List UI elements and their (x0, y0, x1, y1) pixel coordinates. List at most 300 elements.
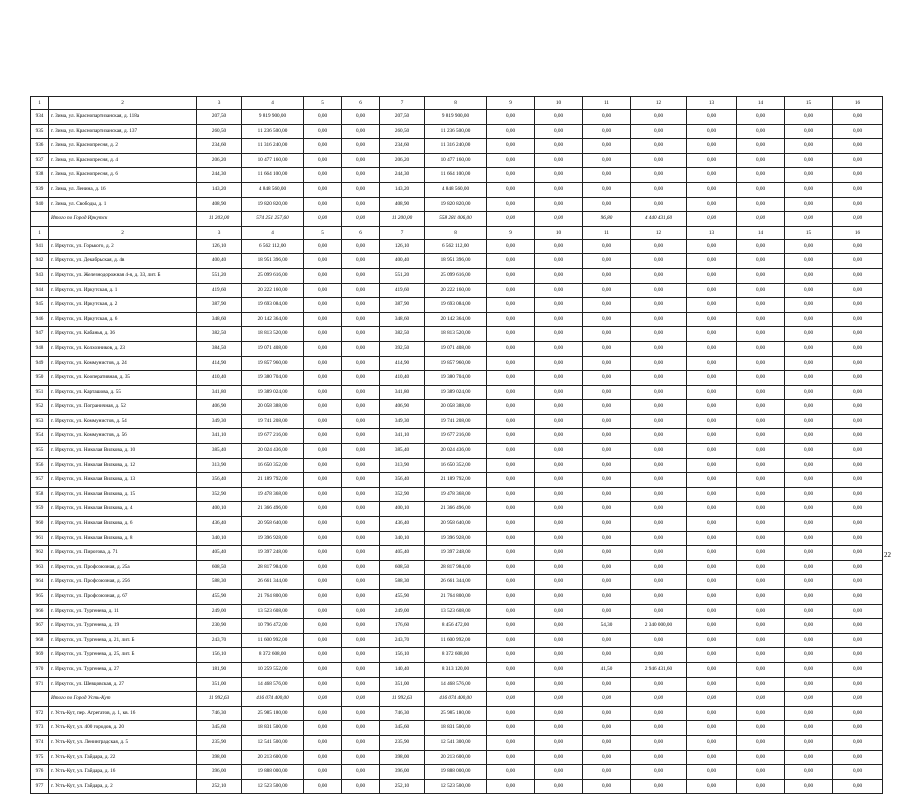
value-cell: 0,00 (487, 197, 535, 212)
value-cell: 0,00 (583, 458, 631, 473)
value-cell: 11 236 500,00 (425, 124, 487, 139)
value-cell: 0,00 (833, 560, 883, 575)
value-cell: 0,00 (737, 298, 785, 313)
row-number-cell: 955 (31, 444, 49, 459)
value-cell: 21 366 496,00 (425, 502, 487, 517)
value-cell: 0,00 (687, 721, 737, 736)
value-cell: 0,00 (342, 721, 380, 736)
table-row (31, 735, 883, 750)
value-cell: 608,50 (380, 560, 425, 575)
value-cell: 0,00 (687, 182, 737, 197)
value-cell: 0,00 (304, 590, 342, 605)
column-number-cell: 3 (197, 97, 242, 110)
value-cell: 0,00 (687, 283, 737, 298)
value-cell: 0,00 (833, 268, 883, 283)
value-cell: 0,00 (737, 546, 785, 561)
value-cell: 0,00 (687, 239, 737, 254)
row-number-cell: 972 (31, 706, 49, 721)
value-cell: 0,00 (785, 706, 833, 721)
value-cell: 0,00 (583, 444, 631, 459)
value-cell: 25 985 180,00 (425, 706, 487, 721)
value-cell: 0,00 (737, 168, 785, 183)
table-body (31, 97, 883, 794)
value-cell: 352,90 (197, 487, 242, 502)
column-number-cell: 11 (583, 97, 631, 110)
row-number-cell: 964 (31, 575, 49, 590)
value-cell: 0,00 (785, 139, 833, 154)
address-cell: г. Иркутск, ул. Карташова, д. 55 (49, 385, 197, 400)
column-number-cell: 7 (380, 97, 425, 110)
value-cell: 0,00 (785, 750, 833, 765)
value-cell: 0,00 (304, 604, 342, 619)
value-cell: 21 764 800,00 (242, 590, 304, 605)
table-row (31, 371, 883, 386)
address-cell: г. Иркутск, ул. Тургенева, д. 27 (49, 662, 197, 677)
value-cell: 551,20 (197, 268, 242, 283)
column-number-cell: 14 (737, 226, 785, 239)
address-cell: г. Иркутск, ул. Декабрьская, д. 4в (49, 254, 197, 269)
value-cell: 0,00 (583, 371, 631, 386)
value-cell: 0,00 (487, 517, 535, 532)
value-cell: 0,00 (342, 400, 380, 415)
value-cell: 0,00 (342, 124, 380, 139)
address-cell: г. Зима, ул. Краснопресня, д. 2 (49, 139, 197, 154)
value-cell: 0,00 (833, 487, 883, 502)
value-cell: 6 562 112,00 (425, 239, 487, 254)
value-cell: 0,00 (785, 633, 833, 648)
value-cell: 0,00 (535, 765, 583, 780)
value-cell: 0,00 (833, 517, 883, 532)
value-cell: 0,00 (631, 765, 687, 780)
value-cell: 18 813 520,00 (425, 327, 487, 342)
value-cell: 398,00 (197, 750, 242, 765)
address-cell: г. Иркутск, ул. Профсоюзная, д. 67 (49, 590, 197, 605)
column-number-cell: 5 (304, 97, 342, 110)
value-cell: 0,00 (304, 735, 342, 750)
value-cell: 12 523 500,00 (242, 779, 304, 794)
value-cell: 0,00 (535, 197, 583, 212)
value-cell: 0,00 (833, 341, 883, 356)
row-number-cell: 939 (31, 182, 49, 197)
value-cell: 0,00 (304, 560, 342, 575)
value-cell: 0,00 (833, 356, 883, 371)
address-cell: г. Иркутск, ул. Кооперативная, д. 35 (49, 371, 197, 386)
value-cell: 0,00 (785, 779, 833, 794)
value-cell: 0,00 (304, 444, 342, 459)
address-cell: г. Иркутск, ул. Коммунистов, д. 54 (49, 414, 197, 429)
value-cell: 0,00 (583, 268, 631, 283)
value-cell: 19 857 960,00 (242, 356, 304, 371)
value-cell: 126,10 (380, 239, 425, 254)
value-cell: 0,00 (487, 750, 535, 765)
value-cell: 0,00 (535, 604, 583, 619)
value-cell: 0,00 (785, 356, 833, 371)
value-cell: 0,00 (304, 139, 342, 154)
value-cell: 0,00 (833, 124, 883, 139)
table-row (31, 750, 883, 765)
column-number-cell: 1 (31, 97, 49, 110)
value-cell: 0,00 (785, 298, 833, 313)
value-cell: 0,00 (304, 750, 342, 765)
value-cell: 0,00 (833, 444, 883, 459)
value-cell: 18 831 500,00 (425, 721, 487, 736)
value-cell: 0,00 (304, 648, 342, 663)
value-cell: 0,00 (535, 341, 583, 356)
value-cell: 0,00 (687, 677, 737, 692)
row-number-cell: 949 (31, 356, 49, 371)
value-cell: 0,00 (304, 414, 342, 429)
row-number-cell: 973 (31, 721, 49, 736)
value-cell: 0,00 (342, 283, 380, 298)
value-cell: 0,00 (535, 590, 583, 605)
subtotal-row (31, 692, 883, 707)
table-row (31, 385, 883, 400)
value-cell: 436,40 (380, 517, 425, 532)
value-cell: 0,00 (487, 254, 535, 269)
column-number-cell: 13 (687, 226, 737, 239)
value-cell: 21 189 792,00 (242, 473, 304, 488)
value-cell: 0,00 (304, 283, 342, 298)
value-cell: 20 222 160,00 (425, 283, 487, 298)
value-cell: 0,00 (535, 750, 583, 765)
value-cell: 608,50 (197, 560, 242, 575)
row-number-cell: 963 (31, 560, 49, 575)
value-cell: 19 888 000,00 (242, 765, 304, 780)
value-cell: 0,00 (785, 124, 833, 139)
value-cell: 0,00 (583, 633, 631, 648)
value-cell: 0,00 (833, 371, 883, 386)
column-number-cell: 2 (49, 226, 197, 239)
value-cell: 0,00 (687, 298, 737, 313)
value-cell: 0,00 (342, 212, 380, 227)
value-cell: 0,00 (785, 110, 833, 125)
row-number-cell: 968 (31, 633, 49, 648)
value-cell: 0,00 (487, 575, 535, 590)
value-cell: 252,10 (197, 779, 242, 794)
row-number-cell: 954 (31, 429, 49, 444)
value-cell: 0,00 (687, 502, 737, 517)
value-cell: 25 099 616,00 (425, 268, 487, 283)
value-cell: 0,00 (487, 633, 535, 648)
value-cell: 19 857 960,00 (425, 356, 487, 371)
table-row (31, 341, 883, 356)
value-cell: 0,00 (833, 312, 883, 327)
value-cell: 0,00 (342, 502, 380, 517)
value-cell: 25 099 616,00 (242, 268, 304, 283)
value-cell: 20 958 640,00 (425, 517, 487, 532)
value-cell: 0,00 (535, 327, 583, 342)
value-cell: 19 888 000,00 (425, 765, 487, 780)
value-cell: 0,00 (487, 444, 535, 459)
column-number-cell: 8 (425, 226, 487, 239)
value-cell: 0,00 (737, 283, 785, 298)
value-cell: 14 468 576,00 (242, 677, 304, 692)
value-cell: 206,20 (197, 153, 242, 168)
value-cell: 0,00 (833, 429, 883, 444)
value-cell: 0,00 (304, 765, 342, 780)
column-number-cell: 9 (487, 226, 535, 239)
value-cell: 19 478 368,00 (242, 487, 304, 502)
value-cell: 0,00 (737, 765, 785, 780)
value-cell: 0,00 (342, 429, 380, 444)
value-cell: 0,00 (342, 356, 380, 371)
value-cell: 20 058 388,00 (425, 400, 487, 415)
value-cell: 0,00 (487, 110, 535, 125)
value-cell: 416 074 400,00 (425, 692, 487, 707)
value-cell: 0,00 (342, 531, 380, 546)
value-cell: 0,00 (631, 283, 687, 298)
value-cell: 0,00 (833, 531, 883, 546)
value-cell: 0,00 (583, 531, 631, 546)
value-cell: 0,00 (833, 575, 883, 590)
value-cell: 18 951 396,00 (242, 254, 304, 269)
value-cell: 400,10 (197, 502, 242, 517)
value-cell: 0,00 (687, 604, 737, 619)
value-cell: 2 340 000,00 (631, 619, 687, 634)
value-cell: 0,00 (687, 400, 737, 415)
address-cell: г. Зима, ул. Ленина, д. 16 (49, 182, 197, 197)
value-cell: 0,00 (737, 604, 785, 619)
address-cell: г. Усть-Кут, ул. 400 городов, д. 20 (49, 721, 197, 736)
value-cell: 400,40 (380, 254, 425, 269)
value-cell: 0,00 (487, 212, 535, 227)
value-cell: 0,00 (487, 414, 535, 429)
value-cell: 6 562 112,00 (242, 239, 304, 254)
value-cell: 181,90 (197, 662, 242, 677)
value-cell: 0,00 (631, 473, 687, 488)
value-cell: 0,00 (487, 356, 535, 371)
address-cell: г. Иркутск, ул. Николая Вилкова, д. 6 (49, 517, 197, 532)
value-cell: 0,00 (687, 153, 737, 168)
value-cell: 0,00 (631, 139, 687, 154)
value-cell: 414,90 (197, 356, 242, 371)
value-cell: 0,00 (342, 341, 380, 356)
value-cell: 0,00 (304, 298, 342, 313)
value-cell: 0,00 (631, 458, 687, 473)
value-cell: 0,00 (304, 619, 342, 634)
value-cell: 0,00 (342, 590, 380, 605)
row-number-cell: 944 (31, 283, 49, 298)
value-cell: 0,00 (342, 168, 380, 183)
value-cell: 19 071 408,00 (242, 341, 304, 356)
value-cell: 0,00 (833, 619, 883, 634)
value-cell: 408,90 (380, 197, 425, 212)
table-row (31, 197, 883, 212)
value-cell: 0,00 (304, 400, 342, 415)
value-cell: 0,00 (535, 735, 583, 750)
value-cell: 0,00 (304, 633, 342, 648)
value-cell: 0,00 (342, 254, 380, 269)
value-cell: 0,00 (342, 619, 380, 634)
value-cell: 0,00 (304, 124, 342, 139)
value-cell: 0,00 (631, 239, 687, 254)
value-cell: 0,00 (687, 560, 737, 575)
value-cell: 21 189 792,00 (425, 473, 487, 488)
value-cell: 0,00 (342, 517, 380, 532)
table-row (31, 283, 883, 298)
value-cell: 0,00 (687, 268, 737, 283)
value-cell: 0,00 (833, 212, 883, 227)
value-cell: 341,80 (380, 385, 425, 400)
column-number-cell: 10 (535, 97, 583, 110)
address-cell: г. Иркутск, ул. Тургенева, д. 25, лит. Б (49, 648, 197, 663)
address-cell: г. Зима, ул. Краснопартизанская, д. 118а (49, 110, 197, 125)
column-number-header-row (31, 226, 883, 239)
value-cell: 0,00 (785, 239, 833, 254)
value-cell: 14 468 576,00 (425, 677, 487, 692)
value-cell: 0,00 (487, 765, 535, 780)
value-cell: 0,00 (631, 400, 687, 415)
value-cell: 0,00 (535, 153, 583, 168)
value-cell: 0,00 (487, 429, 535, 444)
value-cell: 0,00 (687, 124, 737, 139)
value-cell: 0,00 (687, 706, 737, 721)
value-cell: 0,00 (737, 429, 785, 444)
column-number-cell: 15 (785, 226, 833, 239)
value-cell: 0,00 (304, 487, 342, 502)
value-cell: 243,70 (197, 633, 242, 648)
table-row (31, 677, 883, 692)
value-cell: 0,00 (833, 139, 883, 154)
value-cell: 455,90 (197, 590, 242, 605)
value-cell: 235,90 (197, 735, 242, 750)
row-number-cell: 937 (31, 153, 49, 168)
value-cell: 207,50 (380, 110, 425, 125)
value-cell: 0,00 (631, 182, 687, 197)
value-cell: 0,00 (304, 473, 342, 488)
value-cell: 0,00 (304, 458, 342, 473)
table-row (31, 706, 883, 721)
value-cell: 551,20 (380, 268, 425, 283)
value-cell: 244,30 (380, 168, 425, 183)
value-cell: 0,00 (737, 575, 785, 590)
value-cell: 20 024 436,00 (425, 444, 487, 459)
value-cell: 0,00 (631, 779, 687, 794)
value-cell: 11 316 240,00 (425, 139, 487, 154)
value-cell: 0,00 (535, 268, 583, 283)
value-cell: 0,00 (737, 458, 785, 473)
value-cell: 0,00 (535, 633, 583, 648)
value-cell: 0,00 (737, 341, 785, 356)
value-cell: 0,00 (737, 312, 785, 327)
value-cell: 0,00 (737, 444, 785, 459)
value-cell: 4 848 560,00 (242, 182, 304, 197)
table-row (31, 662, 883, 677)
table-row (31, 487, 883, 502)
value-cell: 26 661 344,00 (425, 575, 487, 590)
value-cell: 25 985 180,00 (242, 706, 304, 721)
value-cell: 0,00 (535, 139, 583, 154)
value-cell: 11 600 992,00 (242, 633, 304, 648)
value-cell: 0,00 (487, 371, 535, 386)
value-cell: 0,00 (785, 429, 833, 444)
value-cell: 0,00 (304, 517, 342, 532)
value-cell: 0,00 (535, 531, 583, 546)
value-cell: 9 819 900,00 (425, 110, 487, 125)
value-cell: 0,00 (631, 546, 687, 561)
table-row (31, 575, 883, 590)
value-cell: 0,00 (631, 706, 687, 721)
value-cell: 0,00 (583, 182, 631, 197)
value-cell: 0,00 (487, 531, 535, 546)
table-row (31, 444, 883, 459)
value-cell: 0,00 (342, 139, 380, 154)
value-cell: 21 366 496,00 (242, 502, 304, 517)
value-cell: 0,00 (583, 429, 631, 444)
table-row (31, 560, 883, 575)
value-cell: 0,00 (631, 633, 687, 648)
value-cell: 0,00 (833, 254, 883, 269)
value-cell: 0,00 (583, 153, 631, 168)
value-cell: 0,00 (535, 721, 583, 736)
value-cell: 0,00 (583, 487, 631, 502)
value-cell: 0,00 (785, 341, 833, 356)
value-cell: 396,00 (380, 765, 425, 780)
address-cell: г. Иркутск, ул. Тургенева, д. 19 (49, 619, 197, 634)
value-cell: 0,00 (833, 110, 883, 125)
address-cell: г. Зима, ул. Свободы, д. 1 (49, 197, 197, 212)
value-cell: 0,00 (833, 633, 883, 648)
value-cell: 0,00 (342, 560, 380, 575)
value-cell: 0,00 (342, 779, 380, 794)
value-cell: 0,00 (487, 458, 535, 473)
value-cell: 0,00 (487, 706, 535, 721)
value-cell: 0,00 (737, 750, 785, 765)
address-cell: г. Иркутск, ул. Николая Вилкова, д. 10 (49, 444, 197, 459)
row-number-cell: 965 (31, 590, 49, 605)
address-cell: Итого по Город Усть-Кут (49, 692, 197, 707)
value-cell: 0,00 (833, 414, 883, 429)
value-cell: 0,00 (737, 385, 785, 400)
row-number-cell: 958 (31, 487, 49, 502)
value-cell: 0,00 (535, 371, 583, 386)
row-number-cell: 975 (31, 750, 49, 765)
value-cell: 0,00 (583, 750, 631, 765)
address-cell: г. Иркутск, ул. Железнодорожная 4-я, д. 33, лит. Б (49, 268, 197, 283)
value-cell: 0,00 (342, 575, 380, 590)
value-cell: 0,00 (687, 341, 737, 356)
value-cell: 351,00 (197, 677, 242, 692)
value-cell: 0,00 (535, 677, 583, 692)
value-cell: 0,00 (535, 239, 583, 254)
value-cell: 0,00 (737, 254, 785, 269)
table-row (31, 502, 883, 517)
value-cell: 340,10 (380, 531, 425, 546)
value-cell: 0,00 (487, 692, 535, 707)
value-cell: 0,00 (304, 692, 342, 707)
value-cell: 0,00 (785, 590, 833, 605)
address-cell: г. Усть-Кут, ул. Ленинградская, д. 5 (49, 735, 197, 750)
value-cell: 0,00 (487, 677, 535, 692)
value-cell: 345,60 (380, 721, 425, 736)
value-cell: 0,00 (687, 750, 737, 765)
value-cell: 0,00 (687, 327, 737, 342)
value-cell: 9 819 900,00 (242, 110, 304, 125)
value-cell: 455,90 (380, 590, 425, 605)
row-number-cell: 976 (31, 765, 49, 780)
table-row (31, 268, 883, 283)
value-cell: 0,00 (304, 197, 342, 212)
value-cell: 0,00 (833, 153, 883, 168)
value-cell: 419,60 (197, 283, 242, 298)
value-cell: 408,90 (197, 197, 242, 212)
value-cell: 0,00 (583, 546, 631, 561)
address-cell: г. Иркутск, ул. Профсоюзная, д. 256 (49, 575, 197, 590)
value-cell: 0,00 (785, 765, 833, 780)
value-cell: 0,00 (833, 283, 883, 298)
value-cell: 0,00 (583, 502, 631, 517)
value-cell: 0,00 (631, 414, 687, 429)
